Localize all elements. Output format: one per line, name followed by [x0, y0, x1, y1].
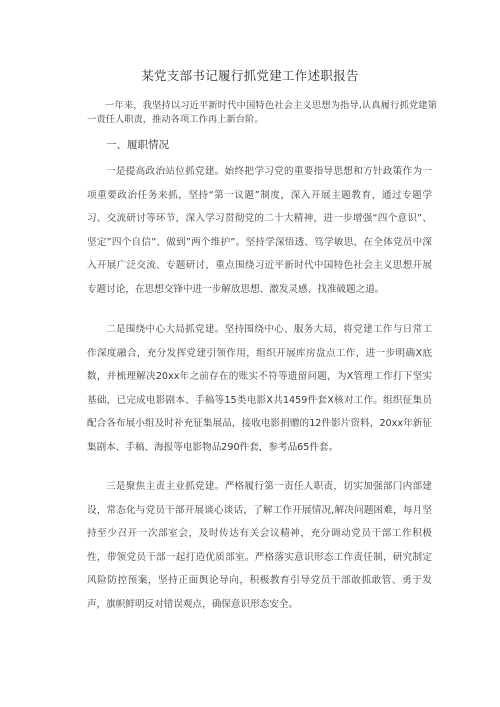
body-paragraph-2: 二是围绕中心大局抓党建。坚持围绕中心、服务大局，将党建工作与日常工作深度融合，充分发挥党建引领作用，组织开展库房盘点工作，进一步明确X底数，并梳理解决20xx年之前存在的账实不符等遗留问题，为X管理工作打下坚实基础，已完成电影剧本、手稿等15类电影X共1459件套X核对工作。组织征集员配合各布展小组及时补充征集展品，接收电影捐赠的12件影片资料，20xx年新征集剧本、手稿、海报等电影物品290件套，参考品65件套。 — [87, 324, 432, 453]
body-paragraph-1: 一是提高政治站位抓党建。始终把学习党的重要指导思想和方针政策作为一项重要政治任务来抓，坚持“第一议题”制度，深入开展主题教育，通过专题学习、交流研讨等环节，深入学习贯彻党的二十大精神，进一步增强“四个意识”、坚定”四个自信”、做到”两个维护”。坚持学深悟透、笃学敏思，在全体党员中深入开展广泛交流、专题研讨，重点围绕习近平新时代中国特色社会主义思想开展专题讨论，在思想交锋中进一步解放思想、激发灵感、找准破题之道。 — [87, 166, 432, 295]
intro-paragraph: 一年来，我坚持以习近平新时代中国特色社会主义思想为指导,认真履行抓党建第一责任人职责，推动各项工作再上新台阶。 — [87, 100, 437, 125]
section-heading: 一、履职情况 — [106, 139, 169, 151]
body-paragraph-3: 三是聚焦主责主业抓党建。严格履行第一责任人职责，切实加强部门内部建设，常态化与党员干部开展谈心谈话，了解工作开展情况,解决问题困难，每月坚持至少召开一次部室会，及时传达有关会议精神，充分调动党员干部工作积极性，带领党员干部一起打造优质部室。严格落实意识形态工作责任制，研究制定风险防控预案，坚持正面舆论导向，积极教育引导党员干部敢抓敢管、勇于发声，旗帜鲜明反对错误观点，确保意识形态安全。 — [87, 481, 432, 610]
document-title: 某党支部书记履行抓党建工作述职报告 — [141, 68, 359, 83]
